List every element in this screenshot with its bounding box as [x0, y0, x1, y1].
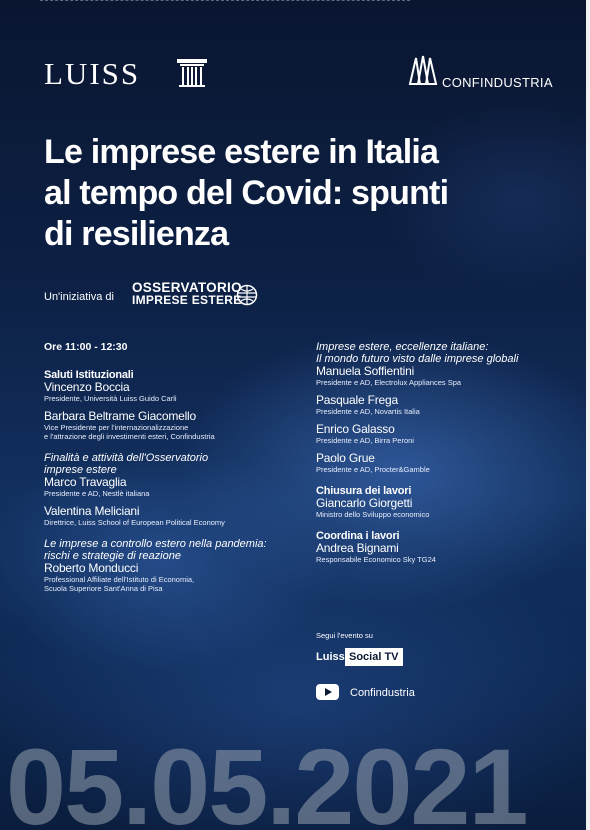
speaker-name: Barbara Beltrame Giacomello: [44, 409, 197, 423]
speaker-name: Valentina Meliciani: [44, 504, 140, 518]
page-title: [44, 132, 514, 255]
title-line: di resilienza: [44, 215, 229, 253]
section-heading: Chiusura dei lavori: [316, 485, 412, 497]
speaker-name: Manuela Soffientini: [316, 364, 415, 378]
osservatorio-logo-line: OSSERVATORIO: [132, 280, 242, 295]
osservatorio-logo-line: IMPRESE ESTERE: [132, 293, 242, 307]
social-tv-badge: Social TV: [345, 648, 403, 666]
speaker-role: Presidente e AD, Electrolux Appliances Spa: [316, 378, 462, 387]
speaker-name: Giancarlo Giorgetti: [316, 496, 413, 510]
confindustria-logo: CONFINDUSTRIA: [442, 75, 553, 90]
speaker-name: Paolo Grue: [316, 451, 375, 465]
title-line: Le imprese estere in Italia: [44, 133, 439, 171]
speaker-name: Vincenzo Boccia: [44, 380, 130, 394]
speaker-role: Ministro dello Sviluppo economico: [316, 510, 430, 519]
page-edge: [586, 0, 590, 830]
speaker-name: Andrea Bignami: [316, 541, 399, 555]
youtube-icon: [316, 684, 339, 700]
section-heading: imprese estere: [44, 464, 117, 476]
pillar-icon: [176, 58, 208, 88]
speaker-role: Presidente e AD, Novartis Italia: [316, 407, 420, 416]
luiss-logo: LUISS: [44, 56, 141, 91]
section-heading: Saluti Istituzionali: [44, 369, 134, 381]
program-left-column: [44, 341, 314, 593]
globe-icon: [236, 284, 258, 306]
initiative-label: Un'iniziativa di: [44, 291, 114, 303]
speaker-role: Presidente e AD, Procter&Gamble: [316, 465, 430, 474]
speaker-name: Marco Travaglia: [44, 475, 127, 489]
section-heading: Il mondo futuro visto dalle imprese globali: [316, 353, 519, 365]
speaker-name: Roberto Monducci: [44, 561, 139, 575]
speaker-role: Presidente, Università Luiss Guido Carli: [44, 394, 177, 403]
follow-label: Segui l'evento su: [316, 631, 373, 640]
osservatorio-logo: [132, 282, 242, 306]
speaker-role: Professional Affiliate dell'Istituto di Economia,: [44, 575, 195, 584]
section-heading: rischi e strategie di reazione: [44, 550, 181, 562]
speaker-role: Direttrice, Luiss School of European Political Economy: [44, 518, 225, 527]
section-heading: Le imprese a controllo estero nella pandemia:: [44, 538, 267, 550]
speaker-role: Vice Presidente per l'internazionalizzazione: [44, 423, 189, 432]
speaker-role: Responsabile Economico Sky TG24: [316, 555, 436, 564]
section-heading: Coordina i lavori: [316, 530, 400, 542]
youtube-channel-label: Confindustria: [350, 687, 415, 699]
luiss-socialtv-logo: Luiss: [316, 651, 345, 663]
event-date: 05.05.2021: [6, 726, 527, 830]
speaker-name: Enrico Galasso: [316, 422, 395, 436]
title-line: al tempo del Covid: spunti: [44, 174, 449, 212]
speaker-role: e l'attrazione degli investimenti esteri, Confindustria: [44, 432, 215, 441]
speaker-role: Scuola Superiore Sant'Anna di Pisa: [44, 584, 163, 593]
top-rule: [40, 0, 410, 3]
speaker-name: Pasquale Frega: [316, 393, 398, 407]
event-time: Ore 11:00 - 12:30: [44, 341, 128, 353]
speaker-role: Presidente e AD, Nestlè italiana: [44, 489, 150, 498]
program-right-column: [316, 341, 576, 564]
confindustria-wing-icon: [408, 54, 438, 88]
section-heading: Imprese estere, eccellenze italiane:: [316, 341, 489, 353]
speaker-role: Presidente e AD, Birra Peroni: [316, 436, 414, 445]
section-heading: Finalità e attività dell'Osservatorio: [44, 452, 209, 464]
